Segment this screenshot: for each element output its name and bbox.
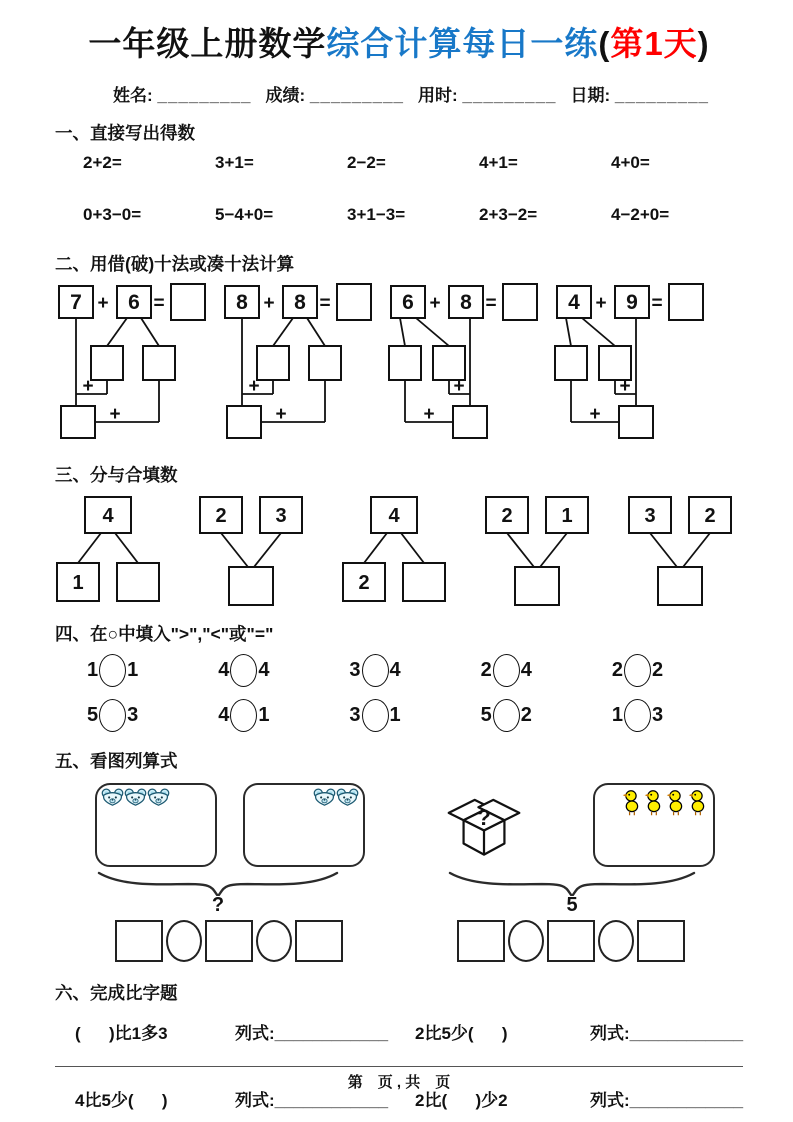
fill-box (229, 567, 273, 605)
chick-icon (644, 789, 662, 816)
svg-text:+: + (453, 376, 465, 397)
formula-label: 列式: (235, 1024, 275, 1043)
page-footer: 第 页 , 共 页 (55, 1066, 743, 1092)
number-box (295, 920, 343, 962)
formula-blank: ____________ (274, 1024, 389, 1043)
time-blank: _________ (462, 86, 557, 105)
expression: 4+0= (611, 153, 650, 172)
split-box (433, 346, 465, 380)
left-number: 4 (218, 704, 230, 726)
svg-text:+: + (275, 404, 287, 425)
left-number: 3 (349, 659, 361, 681)
right-number: 4 (389, 659, 401, 681)
left-number: 2 (611, 659, 623, 681)
mouse-icon (124, 788, 147, 806)
svg-text:4: 4 (102, 505, 114, 527)
title-grade-part: 一年级上册数学 (88, 25, 327, 62)
sum-box (453, 406, 487, 438)
name-blank: _________ (157, 86, 252, 105)
formula-blank: ____________ (629, 1024, 744, 1043)
sum-box (227, 406, 261, 438)
expression: 5−4+0= (215, 205, 274, 224)
chick-icon (622, 789, 640, 816)
section4-row2 (55, 699, 743, 732)
sum-box (619, 406, 653, 438)
mouse-icon (101, 788, 124, 806)
right-number: 1 (389, 704, 401, 726)
svg-text:8: 8 (460, 291, 472, 314)
section5-heading: 五、看图列算式 (55, 751, 178, 771)
operator-circle (598, 920, 634, 962)
section6-heading: 六、完成比字题 (55, 983, 178, 1003)
time-field (418, 86, 557, 105)
date-field (571, 86, 710, 105)
compare-circle (493, 699, 520, 732)
compare-circle (624, 654, 651, 687)
number-merge-diagram (484, 495, 590, 607)
answer-box (171, 284, 205, 320)
svg-text:+: + (423, 404, 435, 425)
right-number: 1 (258, 704, 270, 726)
left-number: 5 (87, 704, 99, 726)
svg-text:1: 1 (561, 505, 573, 527)
mouse-icon (313, 788, 336, 806)
svg-text:+: + (589, 404, 601, 425)
svg-text:3: 3 (275, 505, 287, 527)
student-info-line (113, 81, 743, 106)
open-box-icon (445, 787, 523, 861)
number-box (547, 920, 595, 962)
expression: 4+1= (479, 153, 518, 172)
fill-box (403, 563, 445, 601)
equation-answer-row (457, 920, 743, 962)
chicks-box (593, 783, 715, 867)
formula-blank: ____________ (274, 1091, 389, 1110)
number-merge-diagram (627, 495, 733, 607)
mice-group (101, 788, 170, 806)
section3-heading: 三、分与合填数 (55, 465, 178, 485)
number-split-diagram (55, 495, 161, 607)
curly-brace (96, 870, 340, 896)
section2-heading: 二、用借(破)十法或凑十法计算 (55, 254, 295, 274)
number-box (205, 920, 253, 962)
left-number: 1 (611, 704, 623, 726)
compare-item (481, 654, 612, 687)
picture-problem-chicks (445, 783, 743, 962)
expression: 2−2= (347, 153, 386, 172)
svg-text:=: = (153, 293, 165, 314)
compare-item (218, 654, 349, 687)
score-label: 成绩: (265, 86, 306, 105)
left-number: 5 (480, 704, 492, 726)
right-number: 4 (258, 659, 270, 681)
expression: 3+1= (215, 153, 254, 172)
expression: 0+3−0= (83, 205, 142, 224)
answer-box (337, 284, 371, 320)
compare-circle (230, 654, 257, 687)
date-blank: _________ (614, 86, 709, 105)
left-number: 4 (218, 659, 230, 681)
score-field (266, 86, 405, 105)
svg-text:+: + (109, 404, 121, 425)
number-merge-diagram (198, 495, 304, 607)
svg-text:4: 4 (388, 505, 400, 527)
section1-heading: 一、直接写出得数 (55, 123, 195, 143)
svg-text:8: 8 (294, 291, 306, 314)
date-label: 日期: (570, 86, 611, 105)
mice-box-2 (243, 783, 365, 867)
section4-heading: 四、在○中填入">","<"或"=" (55, 624, 274, 644)
formula-label: 列式: (590, 1091, 630, 1110)
number-box (115, 920, 163, 962)
right-number: 1 (127, 659, 139, 681)
split-box (91, 346, 123, 380)
compare-statement: ( )比1多3 (75, 1024, 168, 1043)
compare-item (218, 699, 349, 732)
chick-icon (688, 789, 706, 816)
expression: 4−2+0= (611, 205, 670, 224)
page-title (55, 18, 743, 65)
time-label: 用时: (418, 86, 458, 105)
right-number: 2 (520, 704, 532, 726)
right-number: 3 (651, 704, 664, 726)
svg-text:+: + (82, 376, 94, 397)
section6-row1 (55, 1019, 743, 1044)
svg-text:+: + (263, 293, 275, 314)
operator-circle (508, 920, 544, 962)
title-topic-part: 综合计算每日一练 (326, 25, 599, 62)
mice-box-1 (95, 783, 217, 867)
left-number: 3 (349, 704, 361, 726)
section3-diagrams (55, 495, 733, 607)
compare-item (612, 654, 743, 687)
formula-blank: ____________ (629, 1091, 744, 1110)
right-number: 3 (127, 704, 139, 726)
compare-circle (362, 699, 389, 732)
compare-statement: 2比5少( ) (415, 1024, 508, 1043)
answer-box (669, 284, 703, 320)
operator-circle (166, 920, 202, 962)
svg-text:6: 6 (402, 291, 414, 314)
svg-text:2: 2 (501, 505, 513, 527)
title-paren-close: ) (697, 25, 710, 62)
split-box (309, 346, 341, 380)
make-ten-diagram (553, 280, 705, 450)
operator-circle (256, 920, 292, 962)
expression: 2+2= (83, 153, 122, 172)
svg-text:3: 3 (644, 505, 656, 527)
svg-text:+: + (429, 293, 441, 314)
box-question-mark: ? (477, 804, 491, 830)
section4-row1 (55, 654, 743, 687)
mouse-icon (147, 788, 170, 806)
compare-item (481, 699, 612, 732)
total-label: ? (211, 894, 225, 916)
number-split-diagram (341, 495, 447, 607)
section1-row2 (55, 205, 743, 225)
svg-text:2: 2 (358, 572, 370, 594)
make-ten-diagram (55, 280, 207, 450)
formula-field (590, 1019, 743, 1044)
formula-label: 列式: (590, 1024, 630, 1043)
svg-text:+: + (248, 376, 260, 397)
compare-item (612, 699, 743, 732)
chick-group (622, 789, 706, 862)
mice-group (313, 788, 359, 806)
svg-text:=: = (485, 293, 497, 314)
score-blank: _________ (309, 86, 404, 105)
curly-brace (447, 870, 697, 896)
svg-text:1: 1 (72, 572, 84, 594)
left-number: 2 (480, 659, 492, 681)
answer-box (503, 284, 537, 320)
compare-circle (493, 654, 520, 687)
number-box (457, 920, 505, 962)
formula-label: 列式: (235, 1091, 275, 1110)
right-number: 4 (520, 659, 532, 681)
fill-box (658, 567, 702, 605)
make-ten-diagram (221, 280, 373, 450)
compare-statement: 2比( )少2 (415, 1091, 508, 1110)
mouse-icon (336, 788, 359, 806)
mystery-box (445, 787, 523, 866)
section2-diagrams (55, 280, 743, 450)
split-box (389, 346, 421, 380)
picture-problem-mice (55, 783, 445, 962)
chick-icon (666, 789, 684, 816)
expression: 3+1−3= (347, 205, 406, 224)
fill-box (117, 563, 159, 601)
equation-answer-row (115, 920, 445, 962)
svg-text:6: 6 (128, 291, 140, 314)
compare-circle (624, 699, 651, 732)
svg-text:4: 4 (568, 291, 580, 314)
split-box (257, 346, 289, 380)
compare-item (349, 654, 480, 687)
expression: 2+3−2= (479, 205, 538, 224)
split-box (599, 346, 631, 380)
make-ten-diagram (387, 280, 539, 450)
title-day-part: 第1天 (610, 25, 698, 62)
fill-box (515, 567, 559, 605)
svg-text:=: = (651, 293, 663, 314)
svg-text:+: + (97, 293, 109, 314)
compare-circle (362, 654, 389, 687)
svg-text:2: 2 (704, 505, 716, 527)
svg-text:+: + (619, 376, 631, 397)
svg-text:=: = (319, 293, 331, 314)
svg-text:7: 7 (70, 291, 82, 314)
right-number: 2 (651, 659, 664, 681)
split-box (555, 346, 587, 380)
compare-circle (230, 699, 257, 732)
title-paren-open: ( (598, 25, 611, 62)
total-label: 5 (566, 894, 578, 916)
compare-item (349, 699, 480, 732)
svg-text:8: 8 (236, 291, 248, 314)
section5-content (55, 783, 743, 962)
compare-item (87, 699, 218, 732)
svg-text:+: + (595, 293, 607, 314)
compare-circle (99, 699, 126, 732)
number-box (637, 920, 685, 962)
sum-box (61, 406, 95, 438)
compare-item (87, 654, 218, 687)
compare-statement: 4比5少( ) (75, 1091, 168, 1110)
section1-row1 (55, 153, 743, 173)
svg-text:9: 9 (626, 291, 638, 314)
formula-field (235, 1019, 415, 1044)
compare-circle (99, 654, 126, 687)
name-label: 姓名: (113, 86, 153, 105)
left-number: 1 (87, 659, 99, 681)
svg-text:2: 2 (215, 505, 227, 527)
name-field (113, 86, 252, 105)
split-box (143, 346, 175, 380)
